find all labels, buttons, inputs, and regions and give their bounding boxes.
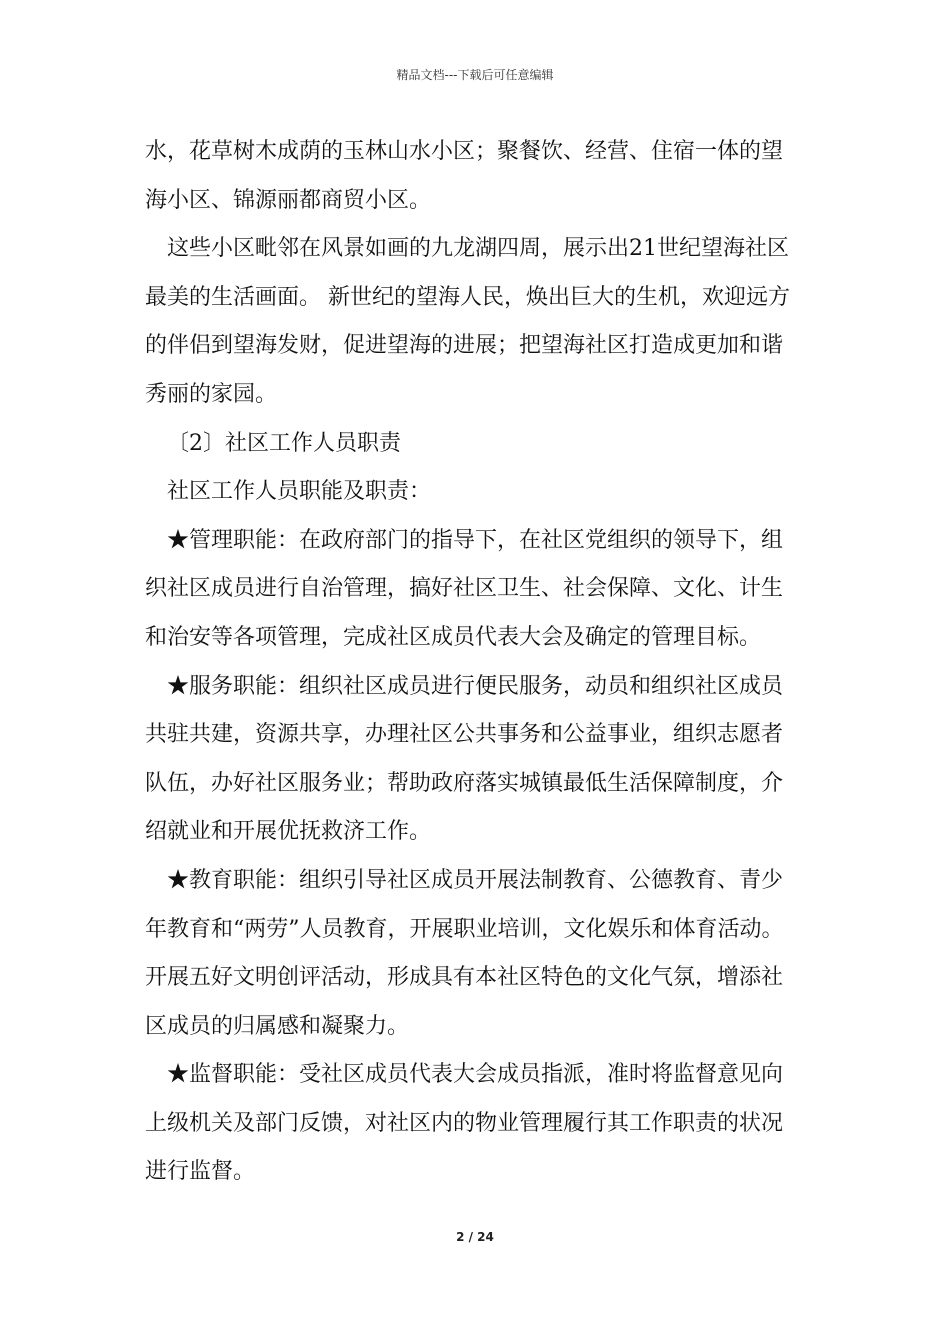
text-line: 和治安等各项管理，完成社区成员代表大会及确定的管理目标。	[145, 624, 762, 650]
text-line: 最美的生活画面。 新世纪的望海人民，焕出巨大的生机，欢迎远方	[145, 284, 790, 310]
text-line: 绍就业和开展优抚救济工作。	[145, 819, 432, 845]
text-line: ★服务职能：组织社区成员进行便民服务，动员和组织社区成员	[167, 673, 784, 699]
text-line: 进行监督。	[145, 1159, 256, 1185]
text-line: ★教育职能：组织引导社区成员开展法制教育、公德教育、青少	[167, 867, 784, 893]
text-line: 秀丽的家园。	[145, 381, 278, 407]
text-line: 区成员的归属感和凝聚力。	[145, 1013, 410, 1039]
text-line: 共驻共建，资源共享，办理社区公共事务和公益事业，组织志愿者	[145, 722, 784, 748]
page-header: 精品文档---下载后可任意编辑	[396, 68, 554, 82]
text-line: 织社区成员进行自治管理，搞好社区卫生、社会保障、文化、计生	[145, 576, 784, 602]
text-line: 上级机关及部门反馈，对社区内的物业管理履行其工作职责的状况	[145, 1110, 784, 1136]
text-line: 水，花草树木成荫的玉林山水小区；聚餐饮、经营、住宿一体的望	[145, 139, 784, 164]
text-line: 年教育和“两劳”人员教育，开展职业培训，文化娱乐和体育活动。	[145, 916, 784, 942]
text-line: ★管理职能：在政府部门的指导下，在社区党组织的领导下，组	[167, 527, 784, 553]
text-line: ★监督职能：受社区成员代表大会成员指派，准时将监督意见向	[167, 1062, 784, 1088]
text-line: 社区工作人员职能及职责：	[167, 479, 432, 505]
text-line: 开展五好文明创评活动，形成具有本社区特色的文化气氛，增添社	[145, 965, 784, 991]
text-line: 〔2〕社区工作人员职责	[167, 430, 401, 456]
text-line: 这些小区毗邻在风景如画的九龙湖四周，展示出21世纪望海社区	[167, 236, 789, 262]
text-line: 的伴侣到望海发财，促进望海的进展；把望海社区打造成更加和谐	[145, 333, 784, 359]
text-line: 海小区、锦源丽都商贸小区。	[145, 187, 432, 213]
document-body	[145, 128, 810, 1197]
page-number: 2 / 24	[456, 1230, 494, 1244]
text-line: 队伍，办好社区服务业；帮助政府落实城镇最低生活保障制度，介	[145, 770, 784, 796]
